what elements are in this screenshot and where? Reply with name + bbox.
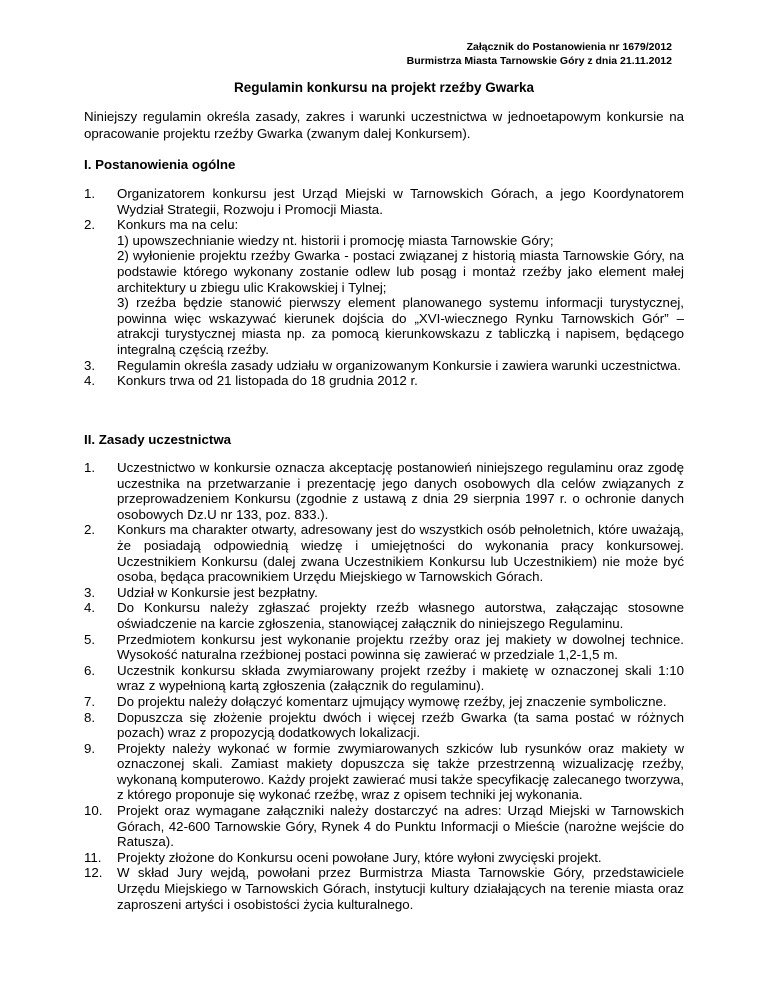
list-item: [84, 460, 684, 522]
item-text: Uczestnik konkursu składa zwymiarowany projekt rzeźby i makietę w oznaczonej skali 1:10 wraz z wypełnioną kartą zgłoszenia (załącznik do regulaminu).: [117, 662, 684, 694]
item-text: Do Konkursu należy zgłaszać projekty rzeźb własnego autorstwa, załączając stosowne oświadczenie na karcie zgłoszenia, stanowiącej załącznik do niniejszego Regulaminu.: [117, 600, 684, 631]
section-2-list: [84, 460, 684, 912]
item-text: W skład Jury wejdą, powołani przez Burmistrza Miasta Tarnowskie Góry, przedstawiciele Urzędu Miejskiego w Tarnowskich Górach, instytucji kultury działających na terenie miasta oraz zaproszeni artyści i osobistości życia kulturalnego.: [117, 865, 684, 912]
item-text: Konkurs trwa od 21 listopada do 18 grudnia 2012 r.: [117, 373, 418, 389]
goal-item: 3) rzeźba będzie stanowić pierwszy element planowanego systemu informacji turystycznej, powinna więc wskazywać kierunek dojścia do „XVI-wiecznego Rynku Tarnowskich Gór” – atrakcji turystycznej miasta np. za pomocą kierunkowskazu z tabliczką i napisem, będącego integralną częścią rzeźby.: [117, 295, 684, 357]
item-number: 3.: [84, 584, 96, 600]
list-item: [84, 850, 684, 866]
item-number: 9.: [84, 740, 96, 756]
list-item: [84, 741, 684, 803]
section-2-heading: II. Zasady uczestnictwa: [84, 432, 232, 447]
list-item: [84, 803, 684, 850]
item-number: 11.: [84, 849, 102, 865]
list-item: [84, 522, 684, 584]
item-text: Przedmiotem konkursu jest wykonanie projektu rzeźby oraz jej makiety w dowolnej technice. Wysokość naturalna rzeźbionej postaci powinna się zawierać w przedziale 1,2-1,5 m.: [117, 631, 684, 663]
item-text: Uczestnictwo w konkursie oznacza akceptację postanowień niniejszego regulaminu oraz zgodę uczestnika na przetwarzanie i prezentację jego danych osobowych dla celów związanych z przeprowadzeniem Konkursu (zgodnie z ustawą z dnia 29 sierpnia 1997 r. o ochronie danych osobowych Dz.U nr 133, poz. 833.).: [117, 460, 684, 522]
item-number: 8.: [84, 709, 96, 725]
item-text: Konkurs ma charakter otwarty, adresowany jest do wszystkich osób pełnoletnich, które uważają, że posiadają odpowiednią wiedzę i umiejętności do wykonania pracy konkursowej. Uczestnikiem Konkursu (dalej zwana Uczestnikiem Konkursu lub Uczestnikiem) nie może być osoba, będąca pracownikiem Urzędu Miejskiego w Tarnowskich Górach.: [117, 522, 684, 585]
goal-item: 2) wyłonienie projektu rzeźby Gwarka - postaci związanej z historią miasta Tarnowskie Góry, na podstawie którego wykonany zostanie odlew lub posąg i montaż rzeźby jako element małej architektury u zbiegu ulic Krakowskiej i Tylnej;: [117, 248, 684, 295]
goal-item: 1) upowszechnianie wiedzy nt. historii i promocję miasta Tarnowskie Góry;: [117, 232, 554, 248]
list-item: [84, 600, 684, 631]
list-item: [84, 358, 684, 374]
list-item: [84, 585, 684, 601]
item-text: Projekty należy wykonać w formie zwymiarowanych szkiców lub rysunków oraz makiety w oznaczonej skali. Zamiast makiety dopuszcza się także przestrzenną wizualizację rzeźby, wykonaną komputerowo. Każdy projekt zawierać musi także specyfikację zalecanego tworzywa, z którego proponuje się wykonać rzeźbę, wraz z opisem techniki jej wykonania.: [117, 740, 684, 803]
list-item: [84, 710, 684, 741]
item-number: 7.: [84, 693, 96, 709]
document-title: Regulamin konkursu na projekt rzeźby Gwarka: [233, 80, 535, 95]
item-text: Do projektu należy dołączyć komentarz ujmujący wymowę rzeźby, jej znaczenie symboliczne.: [117, 693, 667, 709]
item-text: Udział w Konkursie jest bezpłatny.: [117, 584, 318, 600]
intro-paragraph: Niniejszy regulamin określa zasady, zakres i warunki uczestnictwa w jednoetapowym konkursie na opracowanie projektu rzeźby Gwarka (zwanym dalej Konkursem).: [84, 109, 684, 141]
item-number: 10.: [84, 803, 103, 819]
list-item: [84, 186, 684, 217]
item-number: 1.: [84, 186, 96, 201]
item-number: 3.: [84, 357, 96, 373]
item-text: Projekty złożone do Konkursu oceni powołane Jury, które wyłoni zwycięski projekt.: [117, 849, 602, 865]
list-item: [84, 217, 684, 357]
attachment-header-line1: Załącznik do Postanowienia nr 1679/2012: [466, 41, 672, 53]
item-number: 6.: [84, 662, 96, 678]
item-text: Dopuszcza się złożenie projektu dwóch i więcej rzeźb Gwarka (ta sama postać w różnych pozach) wraz z propozycją dodatkowych lokalizacji.: [117, 709, 684, 741]
attachment-header-line2: Burmistrza Miasta Tarnowskie Góry z dnia 21.11.2012: [406, 55, 672, 67]
list-item: [84, 865, 684, 912]
list-item: [84, 632, 684, 663]
item-number: 4.: [84, 373, 96, 389]
item-text: Organizatorem konkursu jest Urząd Miejski w Tarnowskich Górach, a jego Koordynatorem Wydział Strategii, Rozwoju i Promocji Miasta.: [117, 186, 684, 217]
list-item: [84, 694, 684, 710]
item-number: 1.: [84, 460, 96, 475]
section-1-heading: I. Postanowienia ogólne: [84, 157, 236, 172]
item-number: 5.: [84, 631, 96, 647]
item-number: 4.: [84, 600, 96, 616]
item-text: Projekt oraz wymagane załączniki należy dostarczyć na adres: Urząd Miejski w Tarnowskich Górach, 42-600 Tarnowskie Góry, Rynek 4 do Punktu Informacji o Mieście (narożne wejście do Ratusza).: [117, 803, 684, 850]
item-text: Regulamin określa zasady udziału w organizowanym Konkursie i zawiera warunki uczestnictwa.: [117, 357, 681, 373]
item-number: 2.: [84, 522, 96, 538]
item-text: Konkurs ma na celu:: [117, 217, 239, 233]
item-number: 12.: [84, 865, 103, 881]
section-1-list: [84, 186, 684, 389]
list-item: [84, 663, 684, 694]
list-item: [84, 373, 684, 389]
item-number: 2.: [84, 217, 96, 233]
